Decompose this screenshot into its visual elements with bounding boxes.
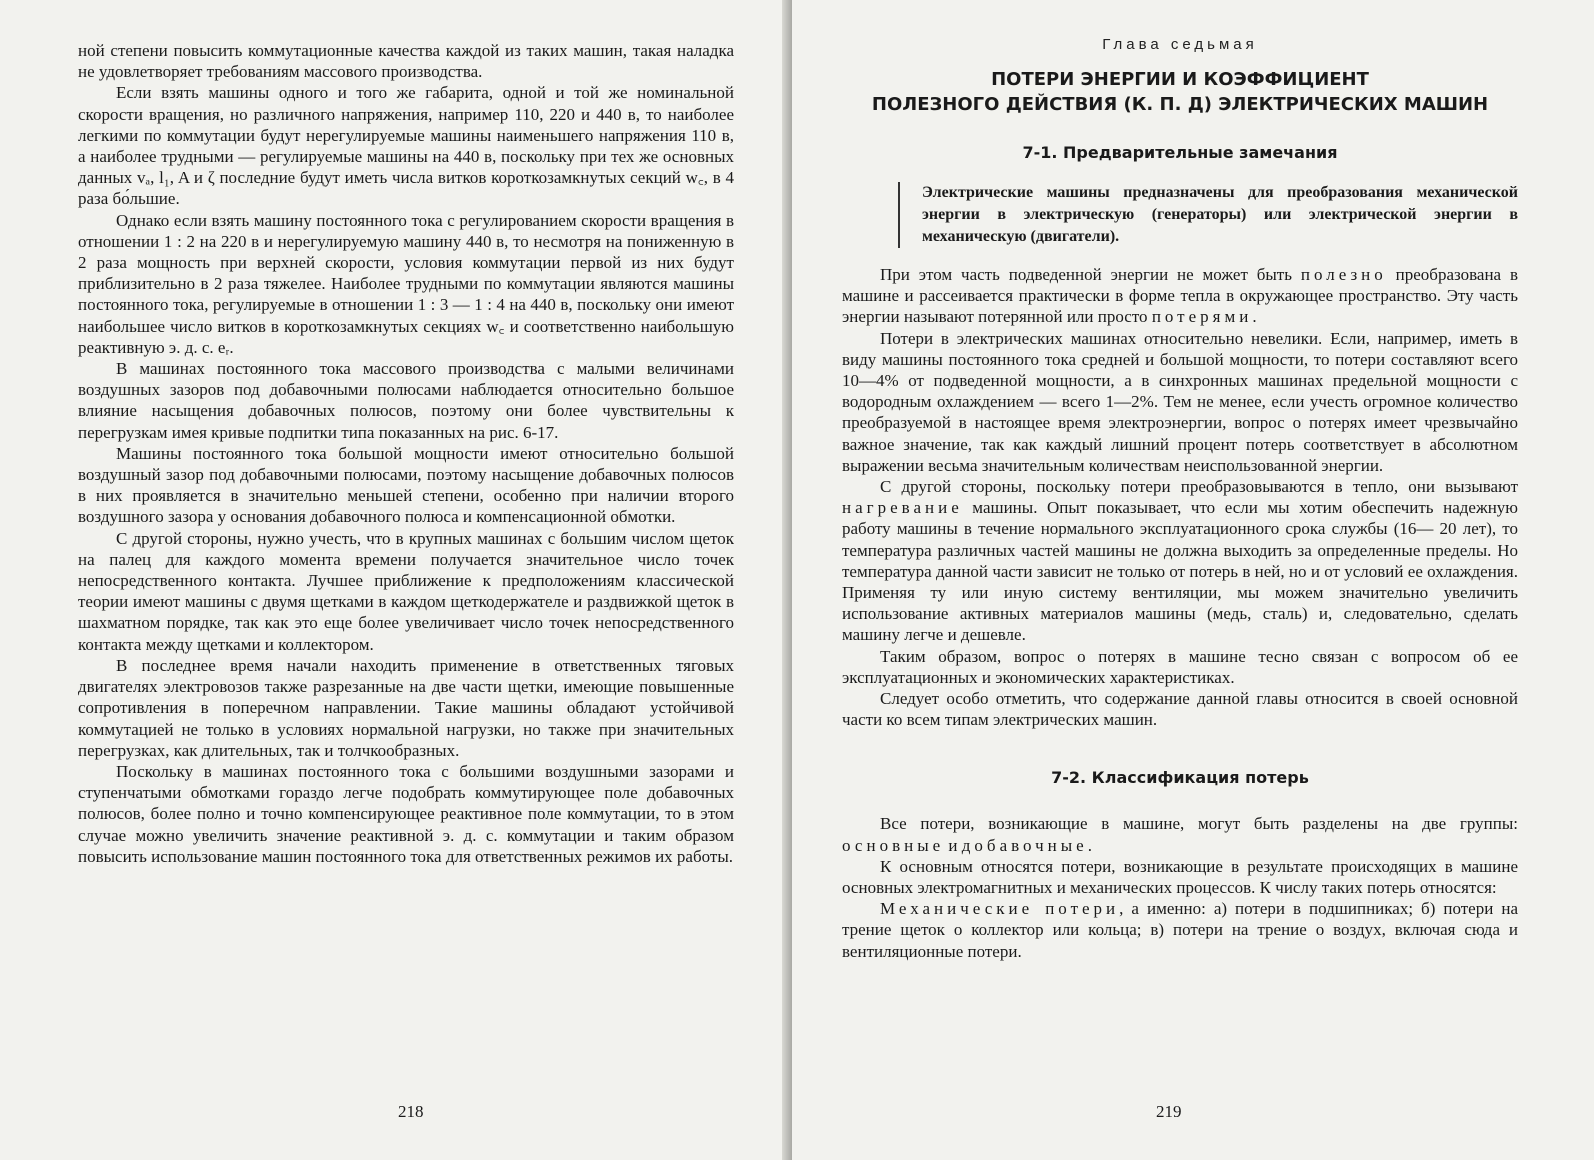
right-p6-text-c: . bbox=[1087, 835, 1092, 855]
right-paragraph-8 bbox=[842, 898, 1518, 962]
right-paragraph-5: Следует особо отметить, что содержание данной главы относится в своей основной части ко всем типам электрических машин. bbox=[842, 689, 1518, 730]
emphasis-poteryami: потерями bbox=[1151, 307, 1253, 327]
chapter-title bbox=[842, 67, 1518, 117]
left-paragraph-6: С другой стороны, нужно учесть, что в крупных машинах с большим числом щеток на палец для каждого момента времени получается значительное число точек непосредственного контакта. Лучшее приближение к предположениям классической теории имеют машины с двумя щетками в каждом щеткодержателе и раздвижкой щеток в шахматном порядке, так как это еще более увеличивает число точек непосредственного контакта между щетками и коллектором. bbox=[78, 528, 734, 654]
emphasis-nagrevanie: нагревание bbox=[842, 498, 963, 518]
left-paragraph-5: Машины постоянного тока большой мощности имеют относительно большой воздушный зазор под добавочными полюсами, поэтому насыщение добавочных полюсов в них проявляется в значительно меньшей степени, особенно при наличии второго воздушного зазора у основания добавочного полюса и компенсационной обмотки. bbox=[78, 443, 734, 527]
left-paragraph-1: ной степени повысить коммутационные качества каждой из таких машин, такая наладка не удовлетворяет требованиям массового производства. bbox=[78, 41, 734, 82]
right-p6-text-b: и bbox=[944, 835, 962, 855]
chapter-abstract: Электрические машины предназначены для преобразования механической энергии в электрическую (генераторы) или электрической энергии в механическую (двигатели). bbox=[898, 182, 1518, 248]
right-p1-text-a: При этом часть подведенной энергии не может быть bbox=[880, 265, 1301, 284]
right-paragraph-3 bbox=[842, 476, 1518, 646]
emphasis-dobavochnye: добавочные bbox=[961, 835, 1088, 855]
emphasis-mekhanicheskie-poteri: Механические потери bbox=[880, 899, 1120, 919]
right-p1-text-c: . bbox=[1252, 307, 1257, 327]
left-page bbox=[0, 0, 790, 1160]
right-paragraph-2: Потери в электрических машинах относительно невелики. Если, например, иметь в виду машины постоянного тока средней и большой мощности, то потери составляют всего 10—4% от подведенной мощности, а в синхронных машинах предельной мощности с водородным охлаждением — всего 1—2%. Тем не менее, если учесть огромное количество преобразуемой в настоящее время электроэнергии, вопрос о потерях имеет чрезвычайно важное значение, так как каждый лишний процент потерь соответствует в абсолютном выражении весьма значительным количествам неиспользованной энергии. bbox=[842, 328, 1518, 475]
right-p8-text: , а именно: а) потери в подшипниках; б) потери на трение щеток о коллектор или кольца; в) потери на трение о воздух, включая сюда и вентиляционные потери. bbox=[842, 899, 1518, 961]
left-paragraph-2: Если взять машины одного и того же габарита, одной и той же номинальной скорости вращения, но различного напряжения, например 110, 220 и 440 в, то наиболее легкими по коммутации будут нерегулируемые машины наименьшего напряжения 110 в, а наиболее трудными — регулируемые машины на 440 в, поскольку при тех же основных данных vₐ, l₁, A и ζ последние будут иметь числа витков короткозамкнутых секций w꜀, в 4 раза бо́льшие. bbox=[78, 83, 734, 209]
right-paragraph-6 bbox=[842, 813, 1518, 855]
right-paragraph-4: Таким образом, вопрос о потерях в машине тесно связан с вопросом об ее эксплуатационных и экономических характеристиках. bbox=[842, 646, 1518, 687]
chapter-title-line-1: ПОТЕРИ ЭНЕРГИИ И КОЭФФИЦИЕНТ bbox=[991, 69, 1369, 90]
left-paragraph-4: В машинах постоянного тока массового производства с малыми величинами воздушных зазоров под добавочными полюсами наблюдается относительно большое влияние насыщения добавочных полюсов, поэтому они более чувствительны к перегрузкам имея кривые подпитки типа показанных на рис. 6-17. bbox=[78, 359, 734, 442]
left-paragraph-7: В последнее время начали находить применение в ответственных тяговых двигателях электровозов также разрезанные на две части щетки, имеющие повышенные сопротивления в поперечном направлении. Такие машины обладают устойчивой коммутацией не только в условиях нормальной нагрузки, но также при значительных перегрузках, как длительных, так и толчкообразных. bbox=[78, 655, 734, 760]
right-paragraph-1 bbox=[842, 264, 1518, 328]
emphasis-polezno: полезно bbox=[1300, 265, 1387, 284]
chapter-title-line-2: ПОЛЕЗНОГО ДЕЙСТВИЯ (К. П. Д) ЭЛЕКТРИЧЕСКИХ МАШИН bbox=[871, 94, 1489, 115]
chapter-kicker: Глава седьмая bbox=[1102, 36, 1258, 53]
right-p3-text-b: машины. Опыт показывает, что если мы хотим обеспечить надежную работу машины в течение нормального эксплуатационного срока службы (16— 20 лет), то температура различных частей машины не должна выходить за определенные пределы. Но температура данной части зависит не только от потерь в ней, но и от условий ее охлаждения. Применяя ту или иную систему вентиляции, мы можем значительно увеличить использование активных материалов машины (медь, сталь) и, следовательно, сделать машину легче и дешевле. bbox=[842, 498, 1518, 645]
right-p6-text-a: Все потери, возникающие в машине, могут быть разделены на две группы: bbox=[880, 814, 1518, 834]
right-p1-text-b: преобразована в машине и рассеивается практически в форме тепла в окружающее пространство. Эту часть энергии называют потерянной или просто bbox=[842, 265, 1518, 327]
emphasis-osnovnye: основные bbox=[842, 835, 945, 855]
right-paragraph-7: К основным относятся потери, возникающие в результате происходящих в машине основных электромагнитных и механических процессов. К числу таких потерь относятся: bbox=[842, 856, 1518, 898]
page-number-right: 219 bbox=[1156, 1102, 1182, 1121]
left-paragraph-3: Однако если взять машину постоянного тока с регулированием скорости вращения в отношении 1 : 2 на 220 в и нерегулируемую машину 440 в, то несмотря на пониженную в 2 раза мощность при верхней скорости, условия коммутации первой из них будут приблизительно в 2 раза тяжелее. Наиболее трудными по коммутации являются машины постоянного тока, регулируемые в отношении 1 : 3 — 1 : 4 на 440 в, поскольку они имеют наибольшее число витков в короткозамкнутых секциях w꜀ и соответственно наибольшую реактивную э. д. с. eᵣ. bbox=[78, 210, 734, 357]
right-page bbox=[792, 0, 1594, 1160]
right-p3-text-a: С другой стороны, поскольку потери преобразовываются в тепло, они вызывают bbox=[880, 477, 1518, 497]
left-paragraph-8: Поскольку в машинах постоянного тока с большими воздушными зазорами и ступенчатыми обмотками гораздо легче подобрать коммутирующее поле добавочных полюсов, более полно и точно компенсирующее реактивное поле коммутации, то в этом случае можно увеличить значение реактивной э. д. с. коммутации и таким образом повысить использование машин постоянного тока для ответственных режимов их работы. bbox=[78, 761, 734, 866]
section-heading-7-2: 7-2. Классификация потерь bbox=[1051, 768, 1309, 788]
page-number-left: 218 bbox=[398, 1102, 424, 1121]
section-heading-7-1: 7-1. Предварительные замечания bbox=[1022, 143, 1338, 162]
